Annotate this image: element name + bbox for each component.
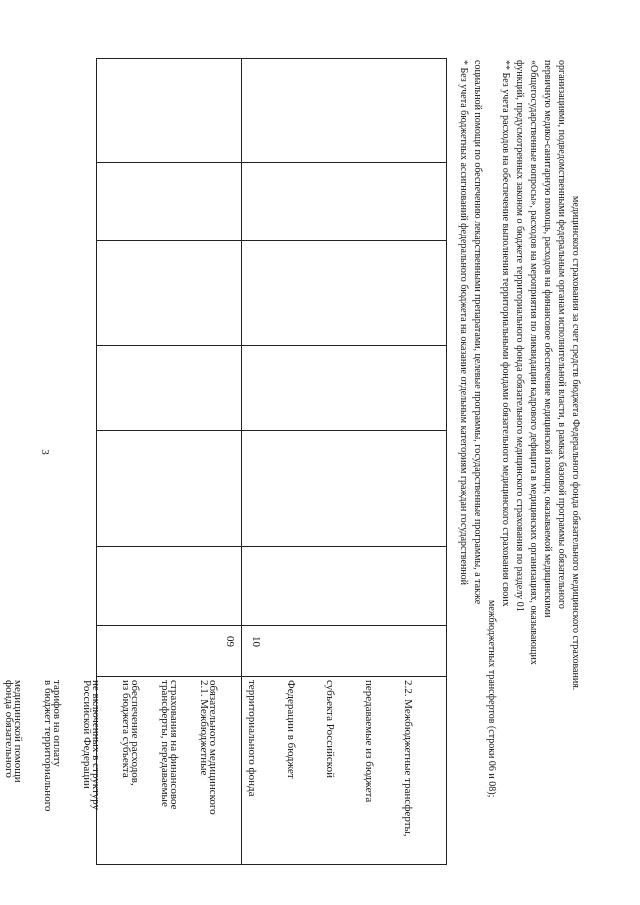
- table-border-top: [96, 58, 447, 59]
- row-label-line: из бюджета субъекта: [120, 680, 132, 778]
- row-label-line: тарифов на оплату: [51, 680, 63, 767]
- row-label-line: страхования на финансовое: [168, 680, 180, 810]
- row-label-line: территориального фонда: [246, 680, 258, 797]
- footnote-line: социальной помощи по обеспечению лекарственными препаратами, целевые программы, государственные программы, а также: [472, 60, 483, 605]
- row-label-line: Федерации в бюджет: [285, 680, 297, 779]
- row-code: 09: [224, 636, 236, 647]
- row-label-line: 2.2. Межбюджетные трансферты,: [402, 680, 414, 837]
- page-number: 3: [38, 449, 51, 455]
- column-line: [96, 240, 447, 241]
- footnote-line: медицинского страхования за счет средств бюджета Федерального фонда обязательного медицинского страхования.: [570, 196, 581, 691]
- footnote-line: * Без учета бюджетных ассигнований федерального бюджета на оказание отдельным категориям граждан государственной: [458, 60, 469, 585]
- footnote-line: межбюджетных трансфертов (строки 06 и 08);: [486, 600, 497, 798]
- row-label-line: трансферты, передаваемые: [159, 680, 171, 807]
- row-label: [0, 680, 440, 866]
- footnote-line: «Общегосударственные вопросы», расходов на мероприятия по ликвидации кадрового дефицита в медицинских организациях, оказывающих: [528, 60, 539, 665]
- column-line: [96, 162, 447, 163]
- row-label-line: медицинской помощи: [12, 680, 24, 783]
- footnote-line: ** Без учета расходов на обеспечение выполнения территориальными фондами обязательного медицинского страхования своих: [500, 60, 511, 607]
- row-label-line: передаваемые из бюджета: [363, 680, 375, 803]
- column-line: [96, 430, 447, 431]
- column-line: [96, 546, 447, 547]
- row-label-line: обязательного медицинского: [207, 680, 219, 815]
- row-label-line: обеспечение расходов,: [129, 680, 141, 786]
- footnote-line: первичную медико-санитарную помощь, расходов на финансовое обеспечение медицинской помощи, оказываемой медицинскими: [542, 60, 553, 618]
- row-code: 10: [250, 636, 262, 647]
- column-line: [96, 345, 447, 346]
- footnote-line: организациями, подведомственными федеральным органам исполнительной власти, в рамках базовой программы обязательного: [556, 60, 567, 609]
- row-label-line: Российской Федерации: [81, 680, 93, 789]
- footnote-line: функций, предусмотренных законом о бюджете территориального фонда обязательного медицинского страхования по разделу 01: [514, 60, 525, 612]
- column-line: [96, 676, 447, 677]
- row-label-line: 2.1. Межбюджетные: [198, 680, 210, 776]
- row-label-line: субъекта Российской: [324, 680, 336, 778]
- row-label-line: фонда обязательного: [3, 680, 15, 778]
- table-border-right: [446, 58, 447, 864]
- row-label-line: не включенных в структуру: [90, 680, 102, 811]
- row-label-line: в бюджет территориального: [42, 680, 54, 812]
- column-line: [96, 625, 447, 626]
